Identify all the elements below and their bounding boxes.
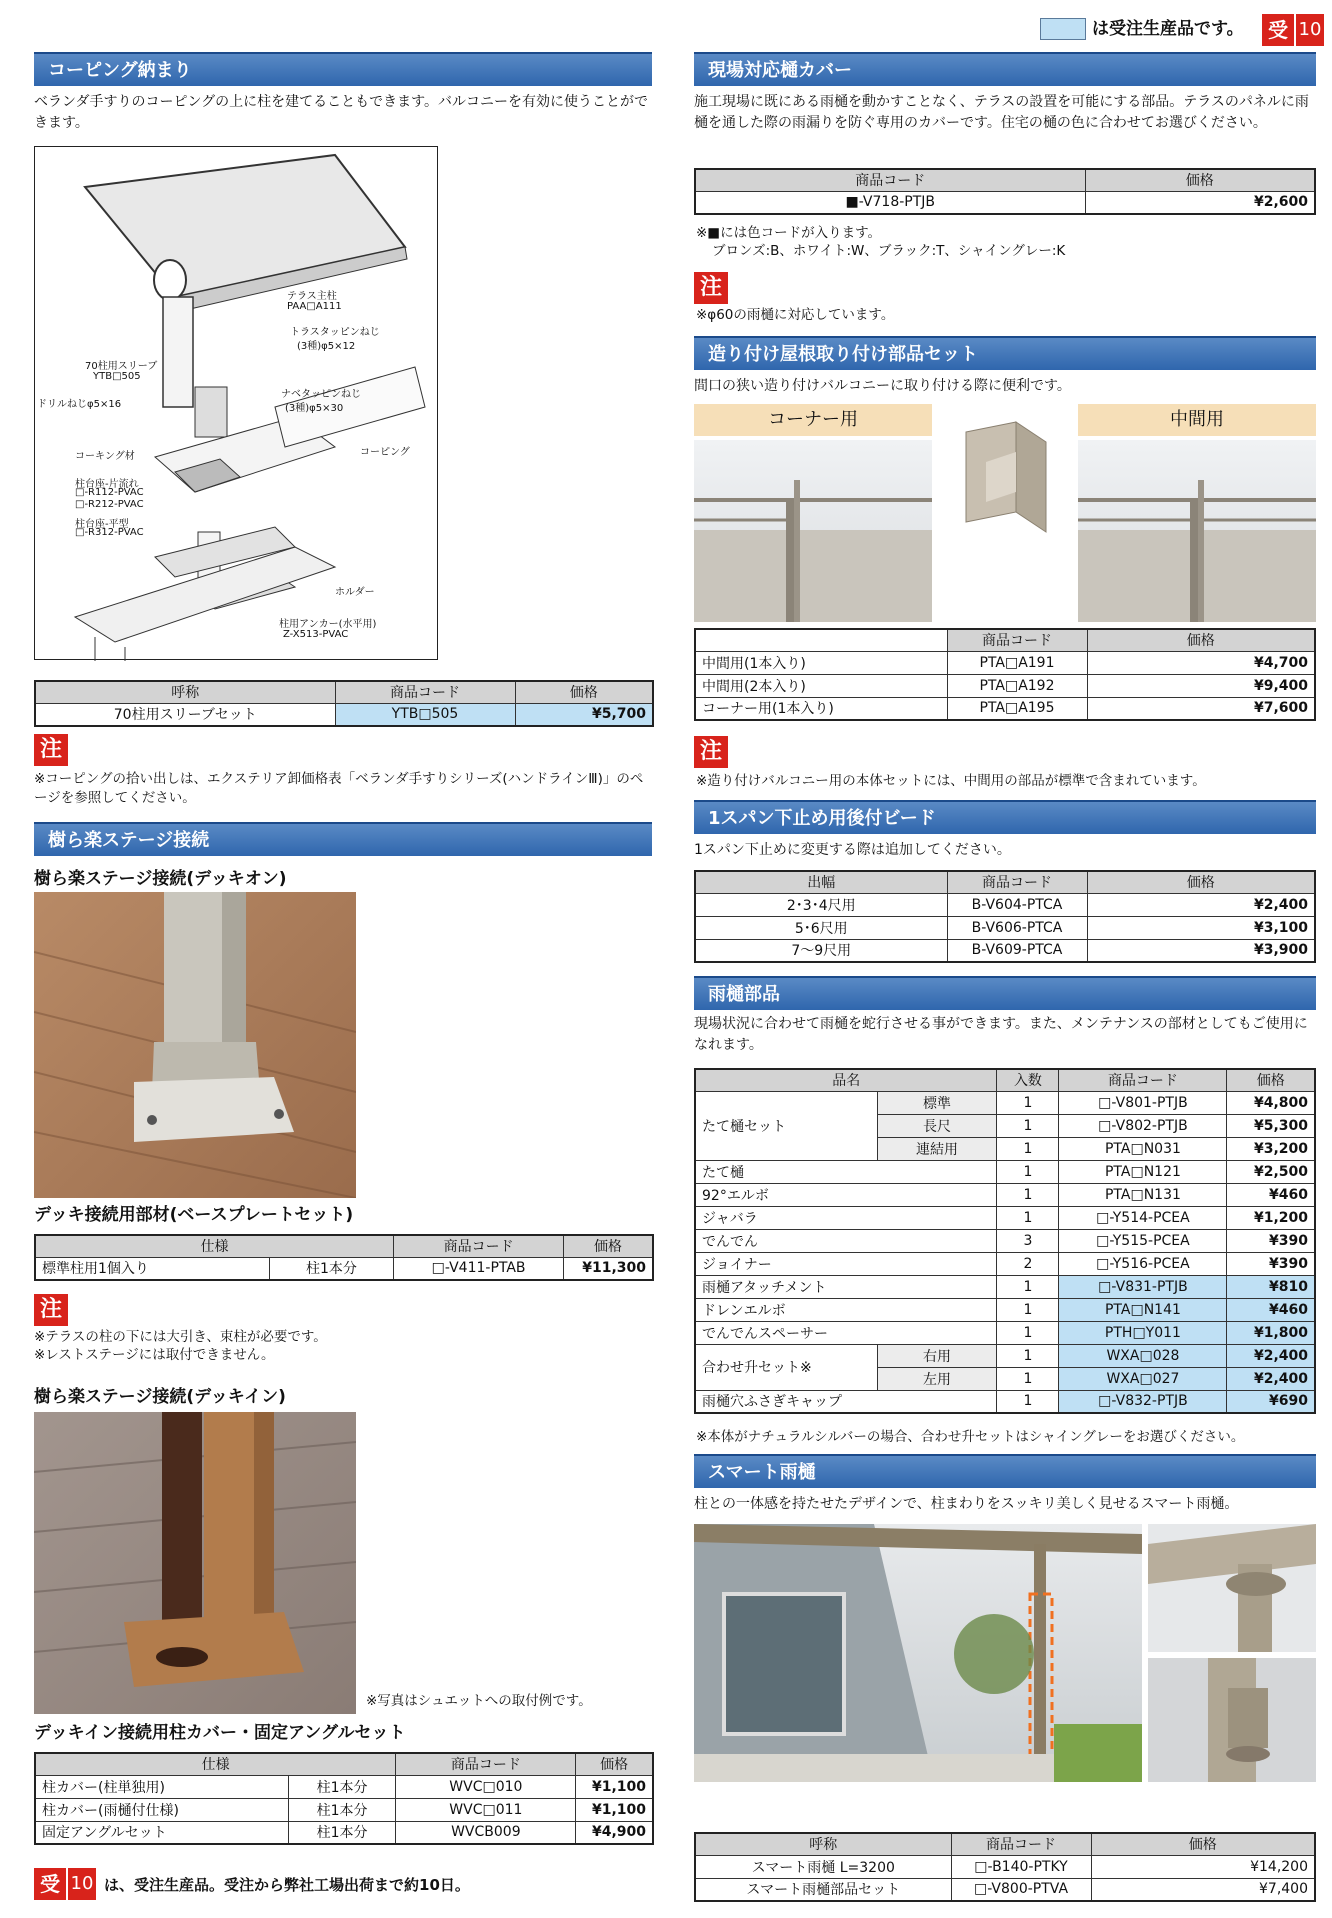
table-row	[35, 1821, 653, 1844]
table-row	[35, 1257, 653, 1280]
diagram-label-11: コーピング	[360, 447, 410, 458]
table-row	[695, 1206, 1315, 1229]
table-row	[695, 1160, 1315, 1183]
product-code: WVC□011	[396, 1798, 576, 1821]
product-price: ¥5,700	[515, 703, 653, 726]
product-name: でんでんスペーサー	[695, 1321, 997, 1344]
bead-section-title: 1スパン下止め用後付ビード	[694, 800, 1316, 834]
bead-table	[694, 870, 1316, 963]
product-name: コーナー用(1本入り)	[695, 697, 947, 720]
product-code: WVCB009	[396, 1821, 576, 1844]
table-row	[35, 703, 653, 726]
col-header: 仕様	[35, 1235, 394, 1257]
col-header: 価格	[564, 1235, 653, 1257]
product-price: ¥14,200	[1091, 1855, 1315, 1878]
bracket-photo	[946, 412, 1064, 542]
rain-table	[694, 1068, 1316, 1414]
table-row	[695, 1298, 1315, 1321]
diagram-label-17: ホルダー	[335, 587, 375, 598]
product-price: ¥9,400	[1087, 674, 1315, 697]
product-name: 雨樋アタッチメント	[695, 1275, 997, 1298]
diagram-label-15: 柱台座-平型	[75, 519, 129, 530]
product-price: ¥390	[1227, 1252, 1315, 1275]
col-header: 呼称	[35, 681, 335, 703]
table-row	[695, 1878, 1315, 1901]
product-price: ¥2,500	[1227, 1160, 1315, 1183]
product-code: □-V832-PTJB	[1059, 1390, 1227, 1413]
legend-uke-number: 10	[1294, 14, 1324, 46]
gutter-cover-note-mark: 注	[694, 272, 728, 304]
col-header: 商品コード	[947, 629, 1087, 651]
deck-in-photo-drawing	[34, 1412, 356, 1714]
smart-detail-photo-top-drawing	[1148, 1524, 1316, 1652]
product-code: □-B140-PTKY	[951, 1855, 1091, 1878]
product-code: ■-V718-PTJB	[695, 191, 1085, 214]
rain-description: 現場状況に合わせて雨樋を蛇行させる事ができます。また、メンテナンスの部材としてもご使用になれます。	[694, 1016, 1308, 1053]
middle-photo-drawing	[1078, 440, 1316, 622]
gutter-cover-note-b: ブロンズ:B、ホワイト:W、ブラック:T、シャイングレー:K	[712, 243, 1066, 259]
product-code: PTA□A195	[947, 697, 1087, 720]
qty: 1	[997, 1114, 1059, 1137]
bracket-photo-drawing	[946, 412, 1064, 542]
diagram-label-8: ナベタッピンねじ	[281, 389, 361, 400]
product-code: PTA□A192	[947, 674, 1087, 697]
product-code: PTA□A191	[947, 651, 1087, 674]
stage-baseplate-table	[34, 1234, 654, 1281]
product-name: 中間用(1本入り)	[695, 651, 947, 674]
qty: 2	[997, 1252, 1059, 1275]
col-header: 価格	[1087, 871, 1315, 893]
col-header: 価格	[515, 681, 653, 703]
product-price: ¥11,300	[564, 1257, 653, 1280]
product-name: スマート雨樋部品セット	[695, 1878, 951, 1901]
gutter-cover-note-c: ※φ60の雨樋に対応しています。	[696, 307, 895, 323]
product-price: ¥7,400	[1091, 1878, 1315, 1901]
table-row	[695, 191, 1315, 214]
corner-tab-label: コーナー用	[694, 404, 932, 436]
diagram-label-9: (3種)φ5×30	[285, 403, 344, 414]
table-row	[695, 1183, 1315, 1206]
smart-table	[694, 1832, 1316, 1902]
coping-price-table	[34, 680, 654, 727]
roof-set-section-title: 造り付け屋根取り付け部品セット	[694, 336, 1316, 370]
sub-name: 左用	[877, 1367, 997, 1390]
qty: 1	[997, 1344, 1059, 1367]
roof-set-note: ※造り付けバルコニー用の本体セットには、中間用の部品が標準で含まれています。	[696, 773, 1206, 789]
col-header: 価格	[1087, 629, 1315, 651]
diagram-label-1: テラス主柱	[287, 291, 337, 302]
col-header: 商品コード	[394, 1235, 564, 1257]
product-code: B-V606-PTCA	[947, 916, 1087, 939]
diagram-label-4: (3種)φ5×12	[297, 341, 356, 352]
col-header	[695, 629, 947, 651]
legend-swatch	[1040, 18, 1086, 40]
col-header: 呼称	[695, 1833, 951, 1855]
stage-note-mark: 注	[34, 1294, 68, 1326]
coping-note-mark: 注	[34, 734, 68, 766]
product-name: スマート雨樋 L=3200	[695, 1855, 951, 1878]
product-price: ¥1,100	[576, 1775, 653, 1798]
table-row	[35, 1798, 653, 1821]
size: 2･3･4尺用	[695, 893, 947, 916]
gutter-cover-description: 施工現場に既にある雨樋を動かすことなく、テラスの設置を可能にする部品。テラスのパネルに雨樋を通した際の雨漏りを防ぐ専用のカバーです。住宅の樋の色に合わせてお選びください。	[694, 94, 1309, 131]
size: 5･6尺用	[695, 916, 947, 939]
diagram-label-5: 70柱用スリーブ	[85, 361, 158, 372]
table-row	[695, 1855, 1315, 1878]
product-price: ¥390	[1227, 1229, 1315, 1252]
group-name: 合わせ升セット※	[695, 1344, 877, 1390]
unit: 柱1本分	[288, 1821, 396, 1844]
col-header: 出幅	[695, 871, 947, 893]
product-code: WVC□010	[396, 1775, 576, 1798]
product-price: ¥1,200	[1227, 1206, 1315, 1229]
stage-subtitle-deck-in: 樹ら楽ステージ接続(デッキイン)	[34, 1387, 286, 1407]
product-code: □-V801-PTJB	[1059, 1091, 1227, 1114]
qty: 1	[997, 1298, 1059, 1321]
sub-name: 標準	[877, 1091, 997, 1114]
diagram-label-7: ドリルねじφ5×16	[37, 399, 122, 410]
product-code: B-V604-PTCA	[947, 893, 1087, 916]
deck-on-photo-drawing	[34, 892, 356, 1198]
corner-photo-drawing	[694, 440, 932, 622]
table-row	[695, 893, 1315, 916]
gutter-cover-table	[694, 168, 1316, 215]
product-price: ¥460	[1227, 1183, 1315, 1206]
middle-tab-label: 中間用	[1078, 404, 1316, 436]
legend-uke-badge: 受	[1262, 14, 1294, 46]
rain-section-title: 雨樋部品	[694, 976, 1316, 1010]
col-header: 商品コード	[951, 1833, 1091, 1855]
table-row	[695, 651, 1315, 674]
product-price: ¥1,100	[576, 1798, 653, 1821]
product-code: PTA□N131	[1059, 1183, 1227, 1206]
rain-note: ※本体がナチュラルシルバーの場合、合わせ升セットはシャイングレーをお選びください。	[696, 1429, 1245, 1445]
qty: 1	[997, 1183, 1059, 1206]
product-name: たて樋	[695, 1160, 997, 1183]
table-row	[695, 1321, 1315, 1344]
table-row	[695, 1229, 1315, 1252]
product-code: □-V831-PTJB	[1059, 1275, 1227, 1298]
product-code: □-V411-PTAB	[394, 1257, 564, 1280]
qty: 1	[997, 1321, 1059, 1344]
col-header: 入数	[997, 1069, 1059, 1091]
unit: 柱1本分	[269, 1257, 393, 1280]
product-code: □-Y515-PCEA	[1059, 1229, 1227, 1252]
deck-in-photo-note: ※写真はシュエットへの取付例です。	[366, 1693, 592, 1709]
size: 7～9尺用	[695, 939, 947, 962]
diagram-label-13: □-R112-PVAC	[75, 487, 144, 498]
table-row	[695, 674, 1315, 697]
table-row	[695, 1390, 1315, 1413]
col-header: 価格	[1085, 169, 1315, 191]
coping-diagram	[34, 146, 438, 660]
diagram-label-14: □-R212-PVAC	[75, 499, 144, 510]
product-name: 70柱用スリーブセット	[35, 703, 335, 726]
stage-note-2: ※レストステージには取付できません。	[34, 1347, 275, 1363]
roof-set-table	[694, 628, 1316, 721]
stage-note-1: ※テラスの柱の下には大引き、束柱が必要です。	[34, 1329, 327, 1345]
sub-name: 長尺	[877, 1114, 997, 1137]
footer-uke-number: 10	[66, 1868, 96, 1900]
bead-description: 1スパン下止めに変更する際は追加してください。	[694, 842, 1011, 858]
coping-description: ベランダ手すりのコーピングの上に柱を建てることもできます。バルコニーを有効に使うことができます。	[34, 94, 649, 131]
product-price: ¥7,600	[1087, 697, 1315, 720]
product-price: ¥810	[1227, 1275, 1315, 1298]
diagram-label-10: コーキング材	[75, 451, 135, 462]
spec: 標準柱用1個入り	[35, 1257, 269, 1280]
diagram-label-2: PAA□A111	[287, 301, 342, 312]
table-row	[695, 1344, 1315, 1367]
group-name: たて樋セット	[695, 1091, 877, 1160]
product-code: B-V609-PTCA	[947, 939, 1087, 962]
product-price: ¥3,900	[1087, 939, 1315, 962]
unit: 柱1本分	[288, 1798, 396, 1821]
product-name: 中間用(2本入り)	[695, 674, 947, 697]
spec: 柱カバー(雨樋付仕様)	[35, 1798, 288, 1821]
qty: 1	[997, 1160, 1059, 1183]
table-row	[695, 1091, 1315, 1114]
product-price: ¥4,800	[1227, 1091, 1315, 1114]
diagram-label-19: Z-X513-PVAC	[283, 629, 349, 640]
product-code: PTA□N121	[1059, 1160, 1227, 1183]
product-price: ¥2,600	[1085, 191, 1315, 214]
product-code: YTB□505	[335, 703, 515, 726]
col-header: 商品コード	[1059, 1069, 1227, 1091]
deck-on-photo	[34, 892, 356, 1198]
qty: 1	[997, 1206, 1059, 1229]
product-price: ¥3,100	[1087, 916, 1315, 939]
product-name: ドレンエルボ	[695, 1298, 997, 1321]
unit: 柱1本分	[288, 1775, 396, 1798]
smart-detail-photo-top	[1148, 1524, 1316, 1652]
spec: 柱カバー(柱単独用)	[35, 1775, 288, 1798]
product-price: ¥4,900	[576, 1821, 653, 1844]
table-row	[695, 697, 1315, 720]
product-code: □-Y516-PCEA	[1059, 1252, 1227, 1275]
deck-in-photo	[34, 1412, 356, 1714]
sub-name: 右用	[877, 1344, 997, 1367]
qty: 1	[997, 1390, 1059, 1413]
smart-main-photo	[694, 1524, 1142, 1782]
table-row	[695, 1275, 1315, 1298]
qty: 1	[997, 1275, 1059, 1298]
gutter-cover-section-title: 現場対応樋カバー	[694, 52, 1316, 86]
stage-caption-baseplate: デッキ接続用部材(ベースプレートセット)	[34, 1205, 354, 1225]
product-price: ¥690	[1227, 1390, 1315, 1413]
corner-photo	[694, 440, 932, 622]
product-price: ¥2,400	[1227, 1344, 1315, 1367]
qty: 1	[997, 1137, 1059, 1160]
product-name: ジャバラ	[695, 1206, 997, 1229]
col-header: 価格	[1227, 1069, 1315, 1091]
stage-cover-table	[34, 1752, 654, 1845]
product-code: WXA□027	[1059, 1367, 1227, 1390]
product-code: PTH□Y011	[1059, 1321, 1227, 1344]
product-code: WXA□028	[1059, 1344, 1227, 1367]
product-code: □-V802-PTJB	[1059, 1114, 1227, 1137]
product-price: ¥460	[1227, 1298, 1315, 1321]
middle-photo	[1078, 440, 1316, 622]
product-price: ¥4,700	[1087, 651, 1315, 674]
stage-subtitle-deck-on: 樹ら楽ステージ接続(デッキオン)	[34, 869, 287, 889]
col-header: 商品コード	[396, 1753, 576, 1775]
col-header: 価格	[1091, 1833, 1315, 1855]
smart-section-title: スマート雨樋	[694, 1454, 1316, 1488]
product-price: ¥1,800	[1227, 1321, 1315, 1344]
qty: 1	[997, 1367, 1059, 1390]
product-price: ¥5,300	[1227, 1114, 1315, 1137]
stage-caption-cover: デッキイン接続用柱カバー・固定アングルセット	[34, 1723, 406, 1743]
diagram-label-12: 柱台座-片流れ	[75, 479, 139, 490]
smart-main-photo-drawing	[694, 1524, 1142, 1782]
col-header: 商品コード	[695, 169, 1085, 191]
sub-name: 連結用	[877, 1137, 997, 1160]
table-row	[695, 916, 1315, 939]
col-header: 商品コード	[947, 871, 1087, 893]
product-name: ジョイナー	[695, 1252, 997, 1275]
stage-section-title: 樹ら楽ステージ接続	[34, 822, 652, 856]
footer-uke-badge: 受	[34, 1868, 66, 1900]
product-price: ¥2,400	[1087, 893, 1315, 916]
diagram-label-3: トラスタッピンねじ	[290, 327, 380, 338]
col-header: 商品コード	[335, 681, 515, 703]
diagram-label-6: YTB□505	[93, 371, 141, 382]
product-price: ¥3,200	[1227, 1137, 1315, 1160]
product-name: 雨樋穴ふさぎキャップ	[695, 1390, 997, 1413]
table-row	[695, 1252, 1315, 1275]
roof-set-note-mark: 注	[694, 736, 728, 768]
gutter-cover-note-a: ※■には色コードが入ります。	[696, 225, 881, 241]
smart-detail-photo-bottom	[1148, 1658, 1316, 1782]
product-code: PTA□N141	[1059, 1298, 1227, 1321]
qty: 1	[997, 1091, 1059, 1114]
legend-text: は受注生産品です。	[1092, 19, 1244, 39]
smart-detail-photo-bottom-drawing	[1148, 1658, 1316, 1782]
spec: 固定アングルセット	[35, 1821, 288, 1844]
product-name: でんでん	[695, 1229, 997, 1252]
product-price: ¥2,400	[1227, 1367, 1315, 1390]
coping-note: ※コーピングの拾い出しは、エクステリア卸価格表「ベランダ手すりシリーズ(ハンドラインⅢ)」のページを参照してください。	[34, 771, 644, 806]
table-row	[35, 1775, 653, 1798]
smart-description: 柱との一体感を持たせたデザインで、柱まわりをスッキリ美しく見せるスマート雨樋。	[694, 1496, 1239, 1512]
table-row	[695, 939, 1315, 962]
diagram-label-18: 柱用アンカー(水平用)	[279, 619, 377, 630]
roof-set-description: 間口の狭い造り付けバルコニーに取り付ける際に便利です。	[694, 378, 1071, 394]
product-code: □-V800-PTVA	[951, 1878, 1091, 1901]
coping-section-title: コーピング納まり	[34, 52, 652, 86]
col-header: 仕様	[35, 1753, 396, 1775]
product-code: □-Y514-PCEA	[1059, 1206, 1227, 1229]
product-code: PTA□N031	[1059, 1137, 1227, 1160]
product-name: 92°エルボ	[695, 1183, 997, 1206]
footer-text: は、受注生産品。受注から弊社工場出荷まで約10日。	[104, 1876, 470, 1894]
qty: 3	[997, 1229, 1059, 1252]
col-header: 品名	[695, 1069, 997, 1091]
diagram-label-16: □-R312-PVAC	[75, 527, 144, 538]
col-header: 価格	[576, 1753, 653, 1775]
